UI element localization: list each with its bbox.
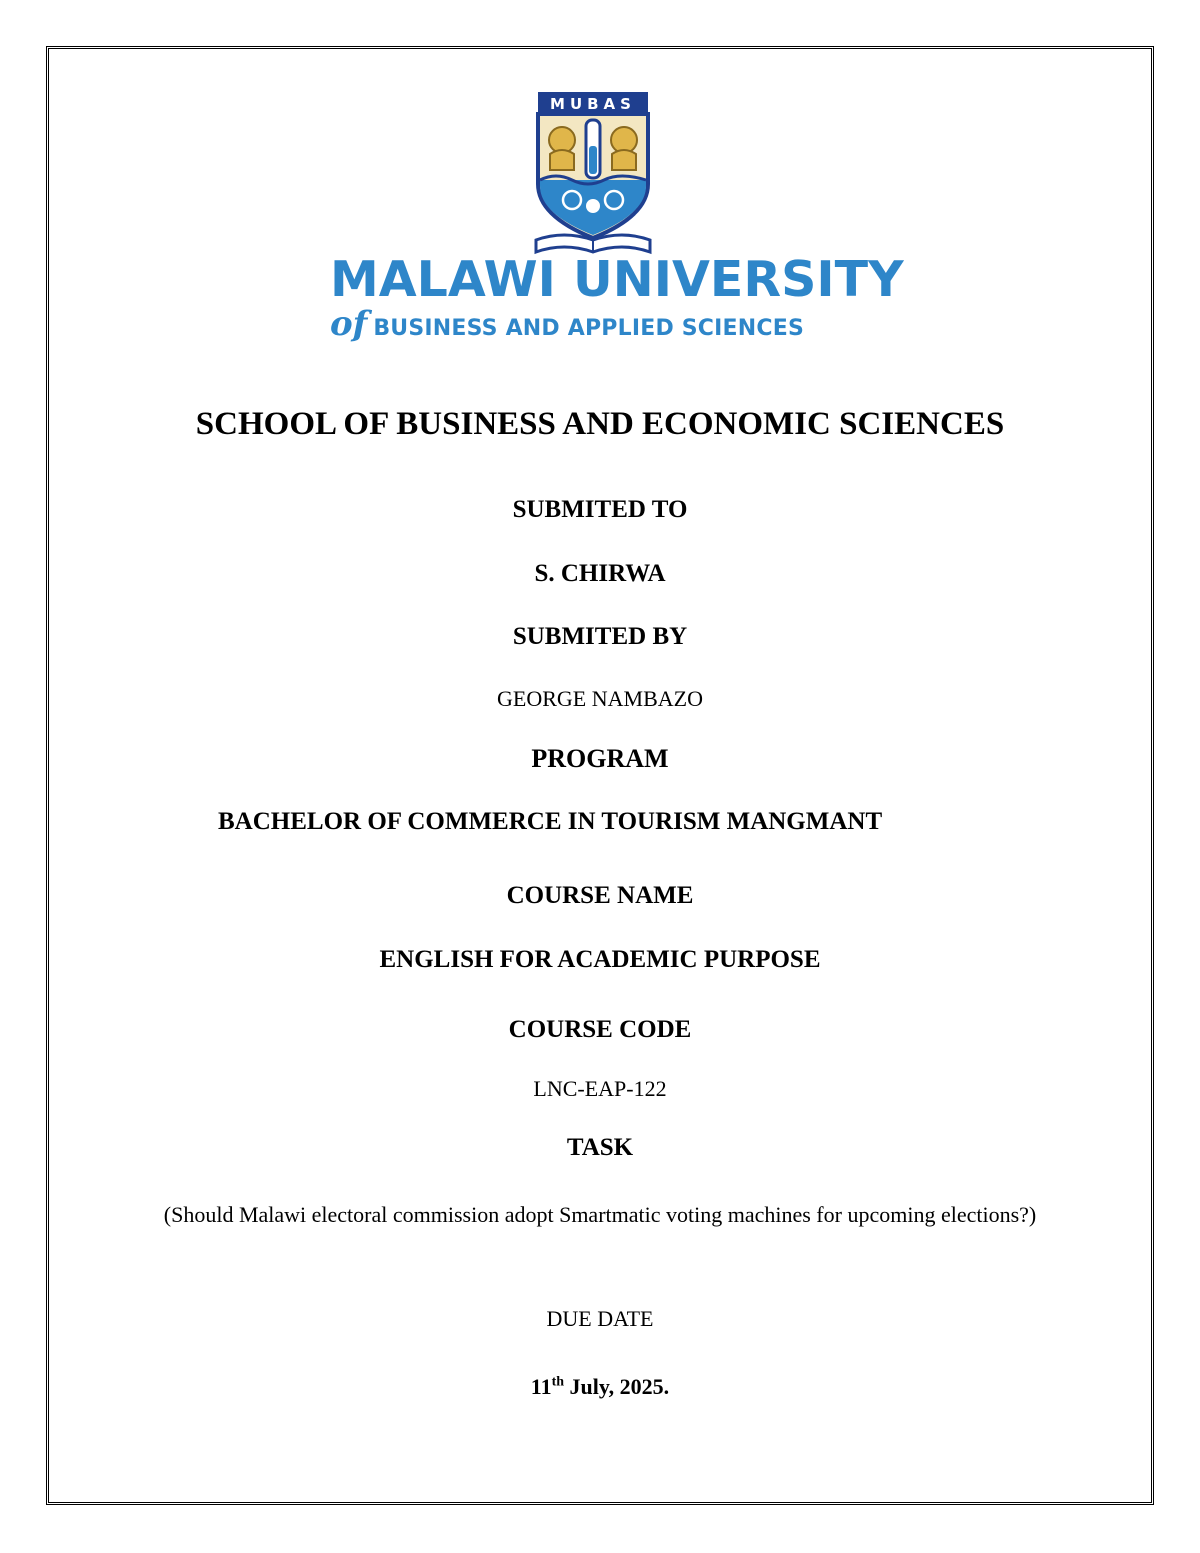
due-date-day: 11 [530,1374,552,1399]
due-date-label: DUE DATE [546,1306,654,1331]
submitted-by-value: GEORGE NAMBAZO [497,686,703,711]
university-subtitle-of: of [330,304,368,344]
program-value: BACHELOR OF COMMERCE IN TOURISM MANGMANT [218,808,883,835]
university-subtitle [330,304,870,351]
school-title: SCHOOL OF BUSINESS AND ECONOMIC SCIENCES [195,406,1005,442]
university-subtitle-text: BUSINESS AND APPLIED SCIENCES [373,316,804,341]
course-code-value: LNC-EAP-122 [533,1076,667,1101]
course-code-label: COURSE CODE [508,1016,692,1043]
due-date-suffix: th [551,1374,565,1390]
task-description: (Should Malawi electoral commission adopt Smartmatic voting machines for upcoming elections?) [163,1202,1037,1227]
program-label: PROGRAM [531,744,669,773]
task-label: TASK [566,1134,634,1161]
submitted-by-label: SUBMITED BY [512,623,688,650]
course-name-value: ENGLISH FOR ACADEMIC PURPOSE [379,946,821,973]
due-date-rest: July, 2025. [564,1374,670,1399]
crest-banner-text: MUBAS [550,95,636,113]
course-name-label: COURSE NAME [506,882,694,909]
submitted-to-label: SUBMITED TO [512,496,688,523]
submitted-to-value: S. CHIRWA [534,560,666,587]
due-date-value [0,1374,1200,1400]
university-name: MALAWI UNIVERSITY [330,251,904,308]
crest-icon [528,88,658,256]
university-logo [322,82,904,354]
